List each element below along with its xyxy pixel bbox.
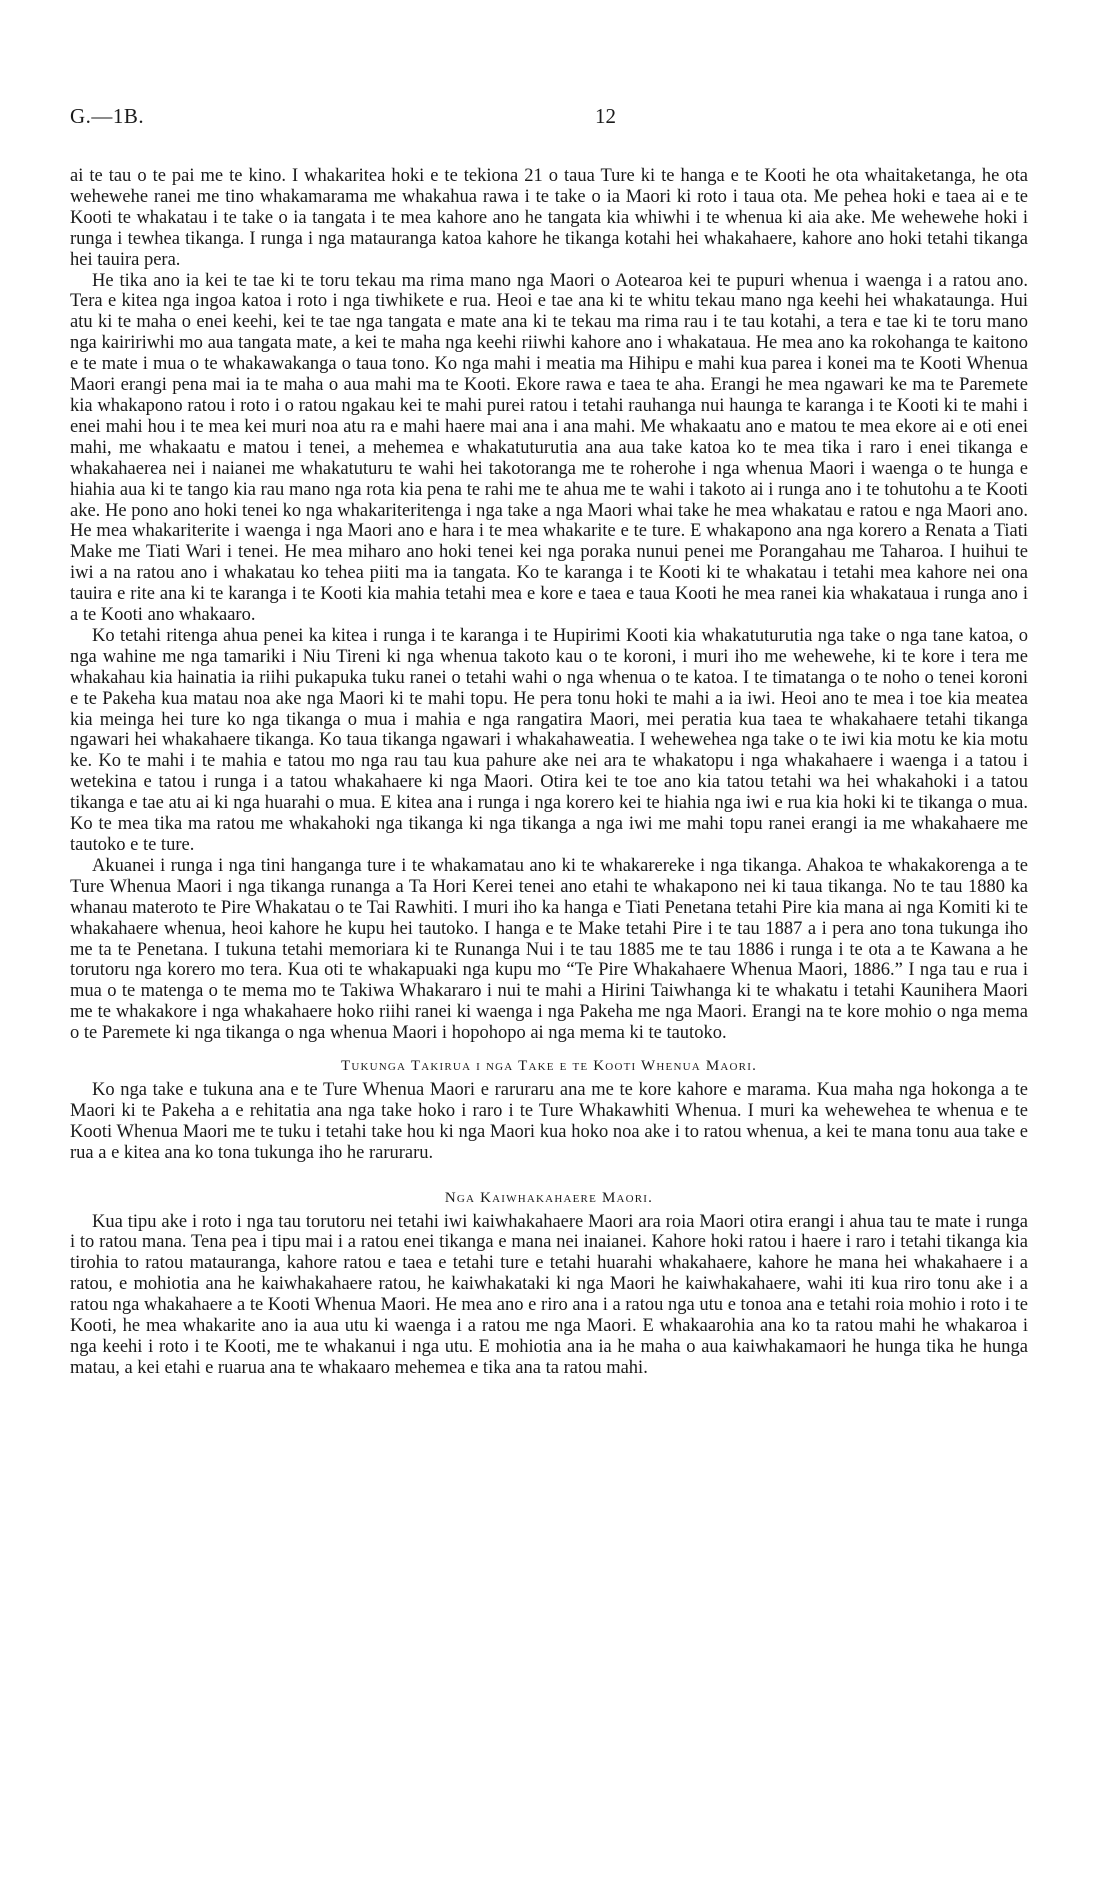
section-heading: Tukunga Takirua i nga Take e te Kooti Whenua Maori. bbox=[340, 1058, 758, 1075]
paragraph: Ko tetahi ritenga ahua penei ka kitea i runga i te karanga i te Hupirimi Kooti kia whakatuturutia nga take o nga tane katoa, o nga wahine me nga tamariki i Niu Tireni ki nga whenua takoto kau o te koroni, i muri iho me wehewehe, ki te kore i tera me whakahau kia hainatia ia riihi pukapuka tuku ranei o tetahi wahi o nga whenua o te katoa. I te timatanga o te noho o tenei koroni e te Pakeha kua matau noa ake nga Maori ki te mahi topu. He pera tonu hoki te mahi a ia iwi. Heoi ano te mea i toe kia meatea kia meinga hei ture ko nga tikanga o mua i mahia e nga rangatira Maori, mei peratia kua taea te whakahaere tetahi tikanga ngawari hei whakahaere tikanga. Ko taua tikanga ngawari i whakahaweatia. I wehewehea nga take o te iwi kia motu ke kia motu ke. Ko te mahi i te mahia e tatou mo nga rau tau kua pahure ake nei ara te whakatopu i nga whakahaere i waenga i a tatou i wetekina e tatou i runga i a tatou whakahaere ki nga Maori. Otira kei te toe ano kia tatou tetahi wa hei whakahoki i a tatou tikanga e tae atu ai ki nga huarahi o mua. E kitea ana i runga i nga korero kei te hiahia nga iwi e rua kia hoki ki te tikanga o mua. Ko te mea tika ma ratou me whakahoki nga tikanga ki nga tikanga a nga iwi me mahi topu ranei erangi ia me whakahaere me tautoko e te ture. bbox=[70, 625, 1028, 855]
paragraph: Kua tipu ake i roto i nga tau torutoru nei tetahi iwi kaiwhakahaere Maori ara roia Maori otira erangi i ahua tau te mate i runga i to ratou mana. Tena pea i tipu mai i a ratou enei tikanga e mana nei inaianei. Kahore hoki ratou i haere i raro i tetahi tikanga kia tirohia to ratou matauranga, kahore ratou e taea e tetahi ture e tetahi huarahi whakahaere, kahore he mana hei whakahaere i a ratou, e mohiotia ana he kaiwhakahaere ratou, he kaiwhakataki ki nga Maori he kaiwhakahaere, wahi iti kua riro tonu ake i a ratou nga whakahaere a te Kooti Whenua Maori. He mea ano e riro ana i a ratou nga utu e tonoa ana e tetahi roia mohio i roto i te Kooti, he mea whakarite ano ia aua utu ki waenga i a ratou me nga Maori. E whakaarohia ana ko ta ratou mahi he whakaroa i nga keehi i roto i te Kooti, me te whakanui i nga utu. E mohiotia ana ia he maha o aua kaiwhakamaori he hunga tika he hunga matau, a kei etahi e ruarua ana te whakaaro mehemea e tika ana ta ratou mahi. bbox=[70, 1211, 1028, 1378]
document-body bbox=[70, 166, 1028, 1379]
paragraph: He tika ano ia kei te tae ki te toru tekau ma rima mano nga Maori o Aotearoa kei te pupuri whenua i waenga i a ratou ano. Tera e kitea nga ingoa katoa i roto i nga tiwhikete e rua. Heoi e tae ana ki te whitu tekau mano nga keehi hei whakataunga. Hui atu ki te maha o enei keehi, kei te tae nga tangata e mate ana ki te tekau ma rima rau i te tau kotahi, a tera e tae ki te toru mano nga kaiririwhi mo aua tangata mate, a kei te maha nga keehi riiwhi kahore ano i whakataua. He mea ano ka rokohanga te kaitono e te mate i mua o te whakawakanga o taua tono. Ko nga mahi i meatia ma Hihipu e mahi kua parea i konei ma te Kooti Whenua Maori erangi pena mai ia te maha o aua mahi ma te Kooti. Ekore rawa e taea te aha. Erangi he mea ngawari ke ma te Paremete kia whakapono ratou i roto i o ratou ngakau kei te mahi purei ratou i tetahi rauhanga nui haunga te karanga i te Kooti ki te mahi i enei mahi hou i te mea kei muri noa atu ra e mahi haere mai ana i ana mahi. Me whakaatu ano e matou te mea ekore ai e oti enei mahi, me whakaatu e matou i tenei, a mehemea e whakatuturutia ana aua take katoa ko te mea tika i raro i enei tikanga e whakahaerea nei i naianei me whakatuturu te wahi hei takotoranga me te roherohe i nga whenua Maori i waenga o te hunga e hiahia aua ki te tango kia rau mano nga rota kia pena te rahi me te ahua me te wahi i takoto ai i runga ano i te tohutohu a te Kooti ake. He pono ano hoki tenei ko nga whakariteritenga i nga take a nga Maori whai take he mea whakatau e ratou e nga Maori ano. He mea whakariterite i waenga i nga Maori ano e hara i te mea whakarite e te ture. E whakapono ana nga korero a Renata a Tiati Make me Tiati Wari i tenei. He mea miharo ano hoki tenei kei nga poraka nunui penei me Porangahau me Taharoa. I huihui te iwi a na ratou ano i whakatau ko tehea piiti ma ia tangata. Ko te karanga i te Kooti ki te whakatau i tetahi mea kahore nei ona tauira e rite ana ki te karanga i te Kooti kia mahia tetahi mea e kore e taea e taua Kooti he mea ranei kia whakataua i runga ano i a te Kooti ano whakaaro. bbox=[70, 270, 1028, 626]
paragraph: Akuanei i runga i nga tini hanganga ture i te whakamatau ano ki te whakarereke i nga tikanga. Ahakoa te whakakorenga a te Ture Whenua Maori i nga tikanga runanga a Ta Hori Kerei tenei ano etahi te whakapono nei ki taua tikanga. No te tau 1880 ka whanau materoto te Pire Whakatau o te Tai Rawhiti. I muri iho ka hanga e Tiati Penetana tetahi Pire kia mana ai nga Komiti ki te whakahaere whenua, heoi kahore he kupu hei tautoko. I hanga e te Make tetahi Pire i te tau 1887 a i pera ano tona tukunga iho me ta te Penetana. I tukuna tetahi memoriara ki te Runanga Nui i te tau 1885 me te tau 1886 i runga i te ota a te Kawana a he torutoru nga korero mo tera. Kua oti te whakapuaki nga kupu mo “Te Pire Whakahaere Whenua Maori, 1886.” I nga tau e rua i mua o te matenga o te mema mo te Takiwa Whakararo i nui te mahi a Hirini Taiwhanga ki te whakatu i tetahi Kaunihera Maori me te whakakore i nga whakahaere hoko riihi ranei ki waenga i nga Pakeha me nga Maori. Erangi na te kore mohio o nga mema o te Paremete ki nga tikanga o nga whenua Maori i hopohopo ai nga mema ki te tautoko. bbox=[70, 855, 1028, 1044]
paragraph: Ko nga take e tukuna ana e te Ture Whenua Maori e raruraru ana me te kore kahore e marama. Kua maha nga hokonga a te Maori ki te Pakeha a e rehitatia ana nga take hoko i raro i te Ture Whakawhiti Whenua. I muri ka wehewehea te whenua e te Kooti Whenua Maori me te tuku i tetahi take hou ki nga Maori kua hoko noa ake i to ratou whenua, a kei te mana tonu aua take e rua a e kitea ana ko tona tukunga iho he raruraru. bbox=[70, 1079, 1028, 1163]
page-number: 12 bbox=[595, 104, 616, 128]
document-reference: G.—1B. bbox=[70, 104, 145, 128]
page-header bbox=[70, 104, 1044, 134]
paragraph: ai te tau o te pai me te kino. I whakaritea hoki e te tekiona 21 o taua Ture ki te hanga e te Kooti he ota whaitaketanga, he ota wehewehe ranei me tino whakamarama me whakahua rawa i te take o ia Maori ki roto i taua ota. Me pehea hoki e taea ai e te Kooti te whakatau i te take o ia tangata i te mea kahore ano he tangata kia whiwhi i te whenua ki aia ake. Me wehewehe hoki i runga i tewhea tikanga. I runga i nga matauranga katoa kahore he tikanga kotahi hei whakahaere, kahore ano hoki tetahi tikanga hei tauira pera. bbox=[70, 166, 1028, 270]
section-heading: Nga Kaiwhakahaere Maori. bbox=[444, 1189, 654, 1206]
